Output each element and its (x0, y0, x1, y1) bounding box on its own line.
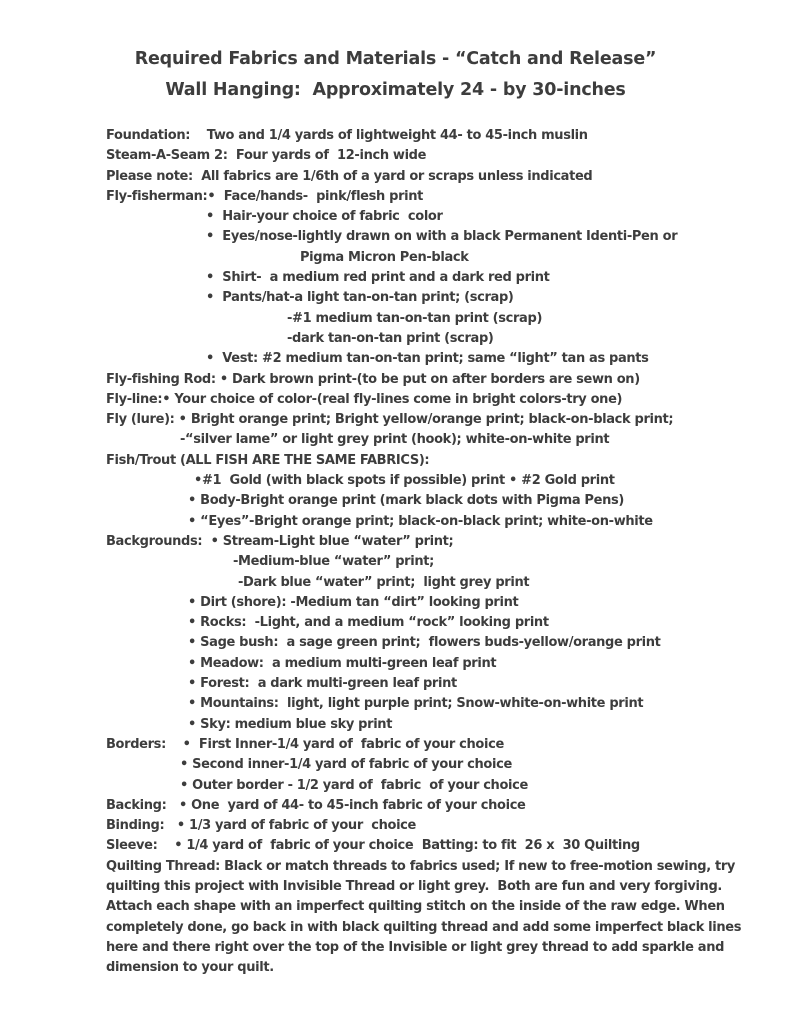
text-line: • Vest: #2 medium tan-on-tan print; same “light” tan as pants (206, 351, 649, 367)
text-line: -Medium-blue “water” print; (233, 554, 434, 570)
text-line: • Sage bush: a sage green print; flowers buds-yellow/orange print (188, 635, 661, 651)
text-line: here and there right over the top of the Invisible or light grey thread to add sparkle and (106, 939, 725, 955)
text-line: completely done, go back in with black quilting thread and add some imperfect black lines (106, 919, 742, 935)
text-line: Fish/Trout (ALL FISH ARE THE SAME FABRICS): (106, 452, 430, 468)
text-line: Steam-A-Seam 2: Four yards of 12-inch wide (106, 148, 427, 164)
text-line: Quilting Thread: Black or match threads to fabrics used; If new to free-motion sewing, try (106, 858, 736, 874)
text-line: Binding: • 1/3 yard of fabric of your choice (106, 818, 417, 834)
text-line: Backgrounds: • Stream-Light blue “water” print; (106, 533, 454, 549)
text-line: Fly-line:• Your choice of color-(real fly-lines come in bright colors-try one) (106, 391, 623, 407)
text-line: -“silver lame” or light grey print (hook); white-on-white print (180, 432, 610, 448)
text-line: • Mountains: light, light purple print; Snow-white-on-white print (188, 696, 644, 712)
text-line: • Rocks: -Light, and a medium “rock” looking print (188, 615, 549, 631)
text-line: Backing: • One yard of 44- to 45-inch fabric of your choice (106, 797, 526, 813)
text-line: • Hair-your choice of fabric color (206, 209, 443, 225)
document-title-line1: Required Fabrics and Materials - “Catch and Release” (134, 49, 657, 69)
text-line: • Sky: medium blue sky print (188, 716, 393, 732)
text-line: dimension to your quilt. (106, 960, 274, 976)
text-line: Fly-fisherman:• Face/hands- pink/flesh print (106, 188, 424, 204)
text-line: Fly (lure): • Bright orange print; Bright yellow/orange print; black-on-black print; (106, 412, 674, 428)
text-line: Pigma Micron Pen-black (300, 249, 469, 265)
document-title (0, 0, 791, 106)
text-line: • Body-Bright orange print (mark black dots with Pigma Pens) (188, 493, 624, 509)
materials-list (0, 126, 791, 978)
text-line: • Outer border - 1/2 yard of fabric of your choice (180, 777, 528, 793)
text-line: -dark tan-on-tan print (scrap) (287, 330, 494, 346)
text-line: Attach each shape with an imperfect quilting stitch on the inside of the raw edge. When (106, 899, 725, 915)
text-line: • Second inner-1/4 yard of fabric of your choice (180, 757, 512, 773)
text-line: Please note: All fabrics are 1/6th of a yard or scraps unless indicated (106, 168, 593, 184)
text-line: • Forest: a dark multi-green leaf print (188, 676, 457, 692)
text-line: • “Eyes”-Bright orange print; black-on-black print; white-on-white (188, 513, 653, 529)
text-line: Fly-fishing Rod: • Dark brown print-(to be put on after borders are sewn on) (106, 371, 640, 387)
text-line: • Shirt- a medium red print and a dark red print (206, 270, 550, 286)
text-line: • Eyes/nose-lightly drawn on with a black Permanent Identi-Pen or (206, 229, 678, 245)
document-title-line2: Wall Hanging: Approximately 24 - by 30-inches (165, 80, 626, 100)
text-line: -#1 medium tan-on-tan print (scrap) (287, 310, 543, 326)
text-line: • Pants/hat-a light tan-on-tan print; (scrap) (206, 290, 514, 306)
text-line: quilting this project with Invisible Thread or light grey. Both are fun and very forgiving. (106, 878, 723, 894)
text-line: Foundation: Two and 1/4 yards of lightweight 44- to 45-inch muslin (106, 128, 588, 143)
text-line: Sleeve: • 1/4 yard of fabric of your choice Batting: to fit 26 x 30 Quilting (106, 838, 640, 854)
text-line: -Dark blue “water” print; light grey print (238, 574, 530, 590)
text-line: •#1 Gold (with black spots if possible) print • #2 Gold print (194, 473, 615, 489)
text-line: • Dirt (shore): -Medium tan “dirt” looking print (188, 594, 519, 610)
text-line: • Meadow: a medium multi-green leaf print (188, 655, 497, 671)
text-line: Borders: • First Inner-1/4 yard of fabric of your choice (106, 736, 504, 752)
